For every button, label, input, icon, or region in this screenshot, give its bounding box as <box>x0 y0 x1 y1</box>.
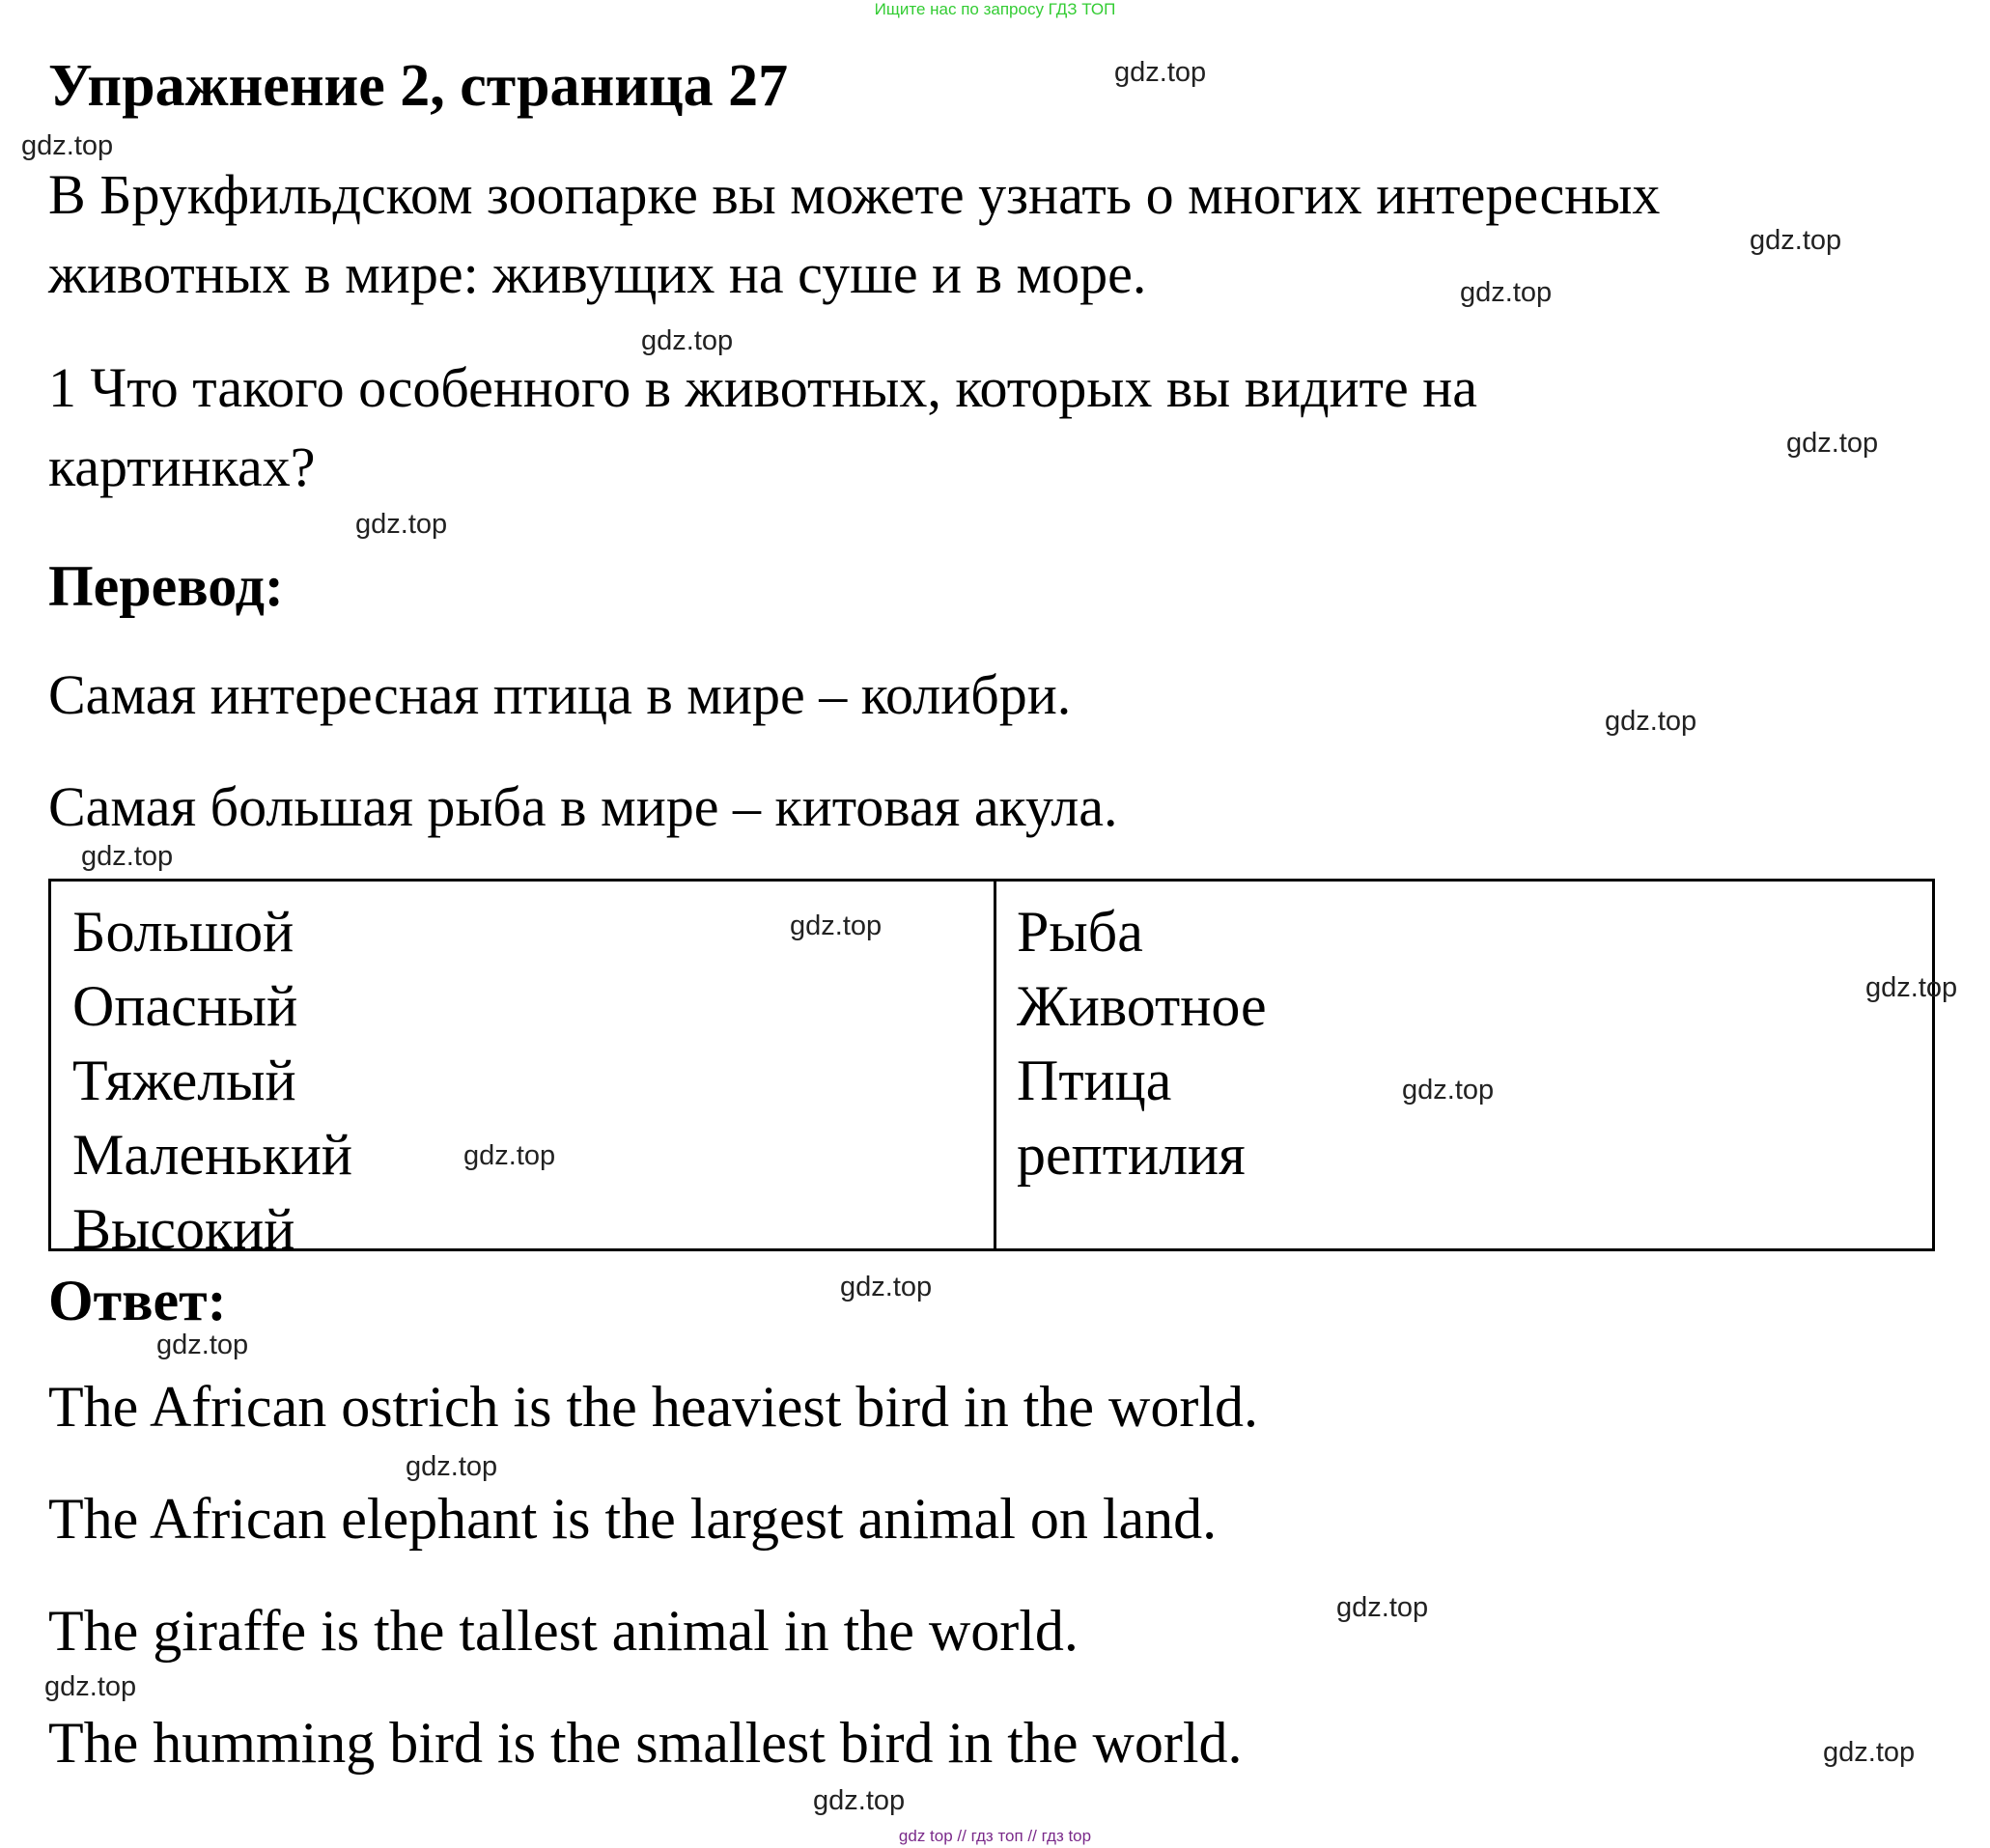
table-column-adjectives <box>72 895 352 1267</box>
table-cell: Высокий <box>72 1197 295 1261</box>
watermark: gdz.top <box>1460 277 1553 308</box>
watermark: gdz.top <box>355 509 448 540</box>
table-cell: рептилия <box>1017 1123 1246 1187</box>
watermark: gdz.top <box>790 910 883 941</box>
table-cell: Тяжелый <box>72 1049 296 1112</box>
top-notice: Ищите нас по запросу ГДЗ ТОП <box>874 0 1116 18</box>
translation-line: Самая большая рыба в мире – китовая акула. <box>48 775 1118 838</box>
translation-heading: Перевод: <box>48 554 284 618</box>
watermark: gdz.top <box>1786 428 1879 459</box>
question-line-1: 1 Что такого особенного в животных, которых вы видите на <box>48 356 1478 419</box>
watermark: gdz.top <box>813 1785 906 1816</box>
watermark: gdz.top <box>641 325 734 356</box>
table-column-nouns <box>1017 895 1267 1192</box>
table-cell: Рыба <box>1017 900 1143 964</box>
table-cell: Животное <box>1017 974 1267 1038</box>
word-table <box>48 879 1935 1261</box>
watermark: gdz.top <box>1605 706 1697 737</box>
watermark: gdz.top <box>44 1671 137 1702</box>
watermark: gdz.top <box>406 1451 498 1482</box>
watermark: gdz.top <box>840 1272 933 1302</box>
watermark: gdz.top <box>1823 1737 1916 1768</box>
translation-line: Самая интересная птица в мире – колибри. <box>48 663 1072 726</box>
answer-line: The African ostrich is the heaviest bird in the world. <box>48 1375 1258 1439</box>
watermark: gdz.top <box>463 1140 556 1171</box>
watermark: gdz.top <box>156 1330 249 1360</box>
watermark: gdz.top <box>1336 1592 1429 1623</box>
intro-line-2: животных в мире: живущих на суше и в море. <box>48 242 1147 305</box>
footer-links: gdz top // гдз топ // гдз top <box>898 1827 1092 1845</box>
table-cell: Опасный <box>72 974 298 1038</box>
watermark: gdz.top <box>1114 57 1207 88</box>
answer-line: The humming bird is the smallest bird in the world. <box>48 1711 1243 1775</box>
question-line-2: картинках? <box>48 435 316 498</box>
watermark: gdz.top <box>1865 972 1958 1003</box>
answer-line: The African elephant is the largest animal on land. <box>48 1487 1218 1551</box>
watermark: gdz.top <box>1750 225 1842 256</box>
watermark: gdz.top <box>1402 1075 1495 1106</box>
intro-line-1: В Брукфильдском зоопарке вы можете узнать о многих интересных <box>48 163 1661 226</box>
table-cell: Большой <box>72 900 294 964</box>
watermark: gdz.top <box>81 841 174 872</box>
answer-line: The giraffe is the tallest animal in the world. <box>48 1599 1079 1663</box>
page-title: Упражнение 2, страница 27 <box>48 53 789 119</box>
table-cell: Птица <box>1017 1049 1172 1112</box>
table-divider <box>994 882 996 1248</box>
table-cell: Маленький <box>72 1123 352 1187</box>
watermark: gdz.top <box>21 130 114 161</box>
answer-heading: Ответ: <box>48 1269 227 1332</box>
